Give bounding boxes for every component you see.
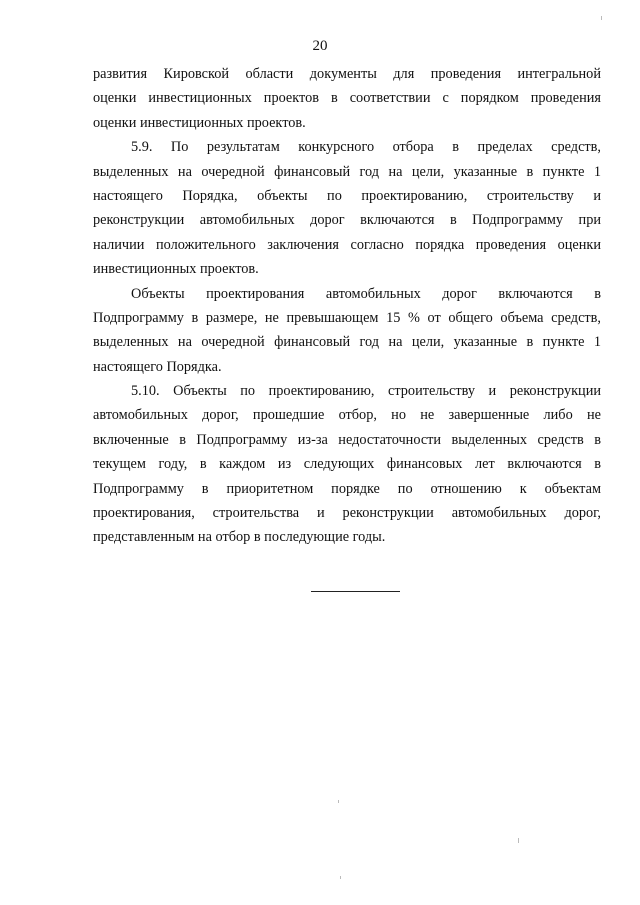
text-line: 5.9. По результатам конкурсного отбора в пределах средств, (131, 139, 601, 156)
text-line: реконструкции автомобильных дорог включаются в Подпрограмму при (93, 212, 601, 229)
text-line: проектирования, строительства и реконструкции автомобильных дорог, (93, 505, 601, 522)
text-line: настоящего Порядка. (93, 358, 222, 375)
text-line: наличии положительного заключения согласно порядка проведения оценки (93, 236, 601, 253)
paragraph-5-10 (93, 379, 601, 550)
paragraph-continuation (93, 62, 601, 135)
text-line: оценки инвестиционных проектов в соответствии с порядком проведения (93, 90, 601, 107)
text-line: Подпрограмму в размере, не превышающем 15 % от общего объема средств, (93, 309, 601, 326)
text-line: развития Кировской области документы для проведения интегральной (93, 66, 601, 82)
text-line: включенные в Подпрограмму из-за недостаточности выделенных средств в (93, 431, 601, 448)
text-line: выделенных на очередной финансовый год на цели, указанные в пункте 1 (93, 334, 601, 351)
scan-speck (601, 16, 602, 20)
document-body (93, 62, 601, 550)
scan-speck (518, 838, 519, 843)
closing-rule (311, 591, 400, 592)
text-line: инвестиционных проектов. (93, 261, 259, 278)
text-line: выделенных на очередной финансовый год на цели, указанные в пункте 1 (93, 163, 601, 180)
text-line: текущем году, в каждом из следующих финансовых лет включаются в (93, 456, 601, 473)
paragraph-5-9 (93, 135, 601, 281)
text-line: автомобильных дорог, прошедшие отбор, но не завершенные либо не (93, 407, 601, 424)
text-line: Объекты проектирования автомобильных дорог включаются в (131, 285, 601, 302)
paragraph-design-objects (93, 282, 601, 380)
text-line: 5.10. Объекты по проектированию, строительству и реконструкции (131, 383, 601, 400)
text-line: представленным на отбор в последующие годы. (93, 529, 386, 546)
scan-speck (338, 800, 339, 803)
text-line: оценки инвестиционных проектов. (93, 114, 306, 131)
scan-speck (340, 876, 341, 879)
text-line: настоящего Порядка, объекты по проектированию, строительству и (93, 187, 601, 204)
page-number: 20 (312, 38, 328, 54)
text-line: Подпрограмму в приоритетном порядке по отношению к объектам (93, 480, 601, 497)
